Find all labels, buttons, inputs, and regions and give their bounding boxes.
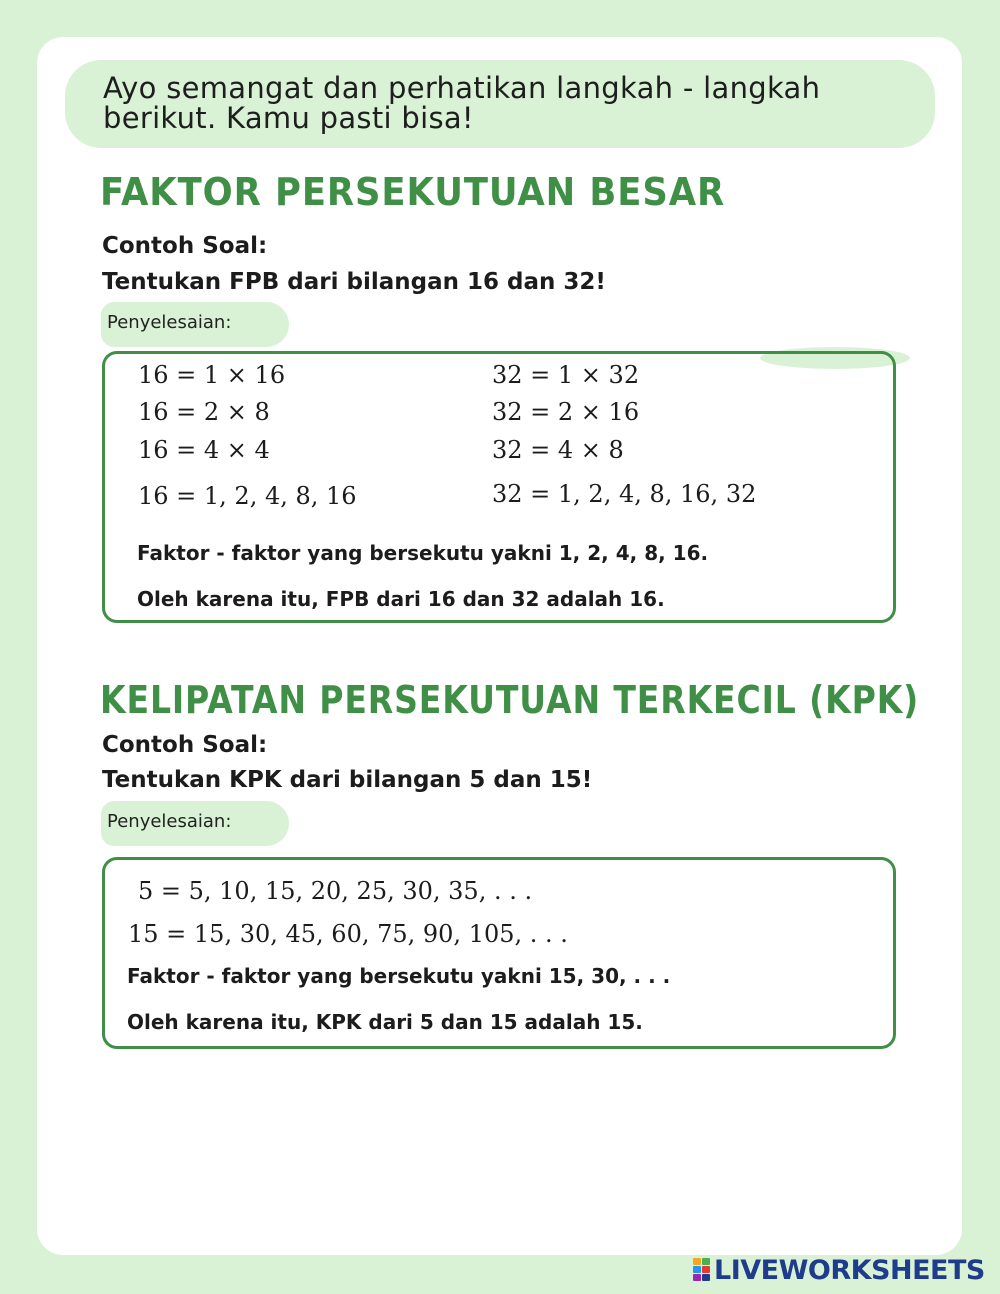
intro-banner: Ayo semangat dan perhatikan langkah - langkah berikut. Kamu pasti bisa!: [65, 60, 935, 148]
fpb-conclusion: Oleh karena itu, FPB dari 16 dan 32 adalah 16.: [137, 587, 665, 611]
liveworksheets-logo-icon: [693, 1258, 711, 1282]
kpk-conclusion: Oleh karena itu, KPK dari 5 dan 15 adalah 15.: [127, 1010, 643, 1034]
fpb-left-line-4: 16 = 1, 2, 4, 8, 16: [138, 482, 357, 510]
fpb-right-line-1: 32 = 1 × 32: [492, 361, 640, 389]
kpk-example-label: Contoh Soal:: [102, 732, 268, 758]
liveworksheets-logo: [693, 1254, 985, 1286]
fpb-right-line-3: 32 = 4 × 8: [492, 436, 624, 464]
kpk-line-1: 5 = 5, 10, 15, 20, 25, 30, 35, . . .: [138, 877, 533, 905]
fpb-common-factors: Faktor - faktor yang bersekutu yakni 1, 2, 4, 8, 16.: [137, 541, 709, 565]
fpb-example-label: Contoh Soal:: [102, 233, 268, 259]
kpk-heading: KELIPATAN PERSEKUTUAN TERKECIL (KPK): [100, 678, 920, 722]
fpb-question: Tentukan FPB dari bilangan 16 dan 32!: [102, 269, 606, 295]
fpb-right-line-2: 32 = 2 × 16: [492, 398, 640, 426]
kpk-solution-label: Penyelesaian:: [101, 801, 289, 846]
worksheet-card: [37, 37, 962, 1255]
fpb-left-line-2: 16 = 2 × 8: [138, 398, 270, 426]
fpb-left-line-3: 16 = 4 × 4: [138, 436, 270, 464]
fpb-left-line-1: 16 = 1 × 16: [138, 361, 286, 389]
kpk-common-multiples: Faktor - faktor yang bersekutu yakni 15, 30, . . .: [127, 964, 671, 988]
kpk-question: Tentukan KPK dari bilangan 5 dan 15!: [102, 767, 593, 793]
fpb-right-line-4: 32 = 1, 2, 4, 8, 16, 32: [492, 480, 757, 508]
liveworksheets-brand: LIVEWORKSHEETS: [714, 1254, 985, 1286]
fpb-solution-label: Penyelesaian:: [101, 302, 289, 347]
fpb-heading: FAKTOR PERSEKUTUAN BESAR: [100, 170, 726, 214]
kpk-line-2: 15 = 15, 30, 45, 60, 75, 90, 105, . . .: [128, 920, 568, 948]
